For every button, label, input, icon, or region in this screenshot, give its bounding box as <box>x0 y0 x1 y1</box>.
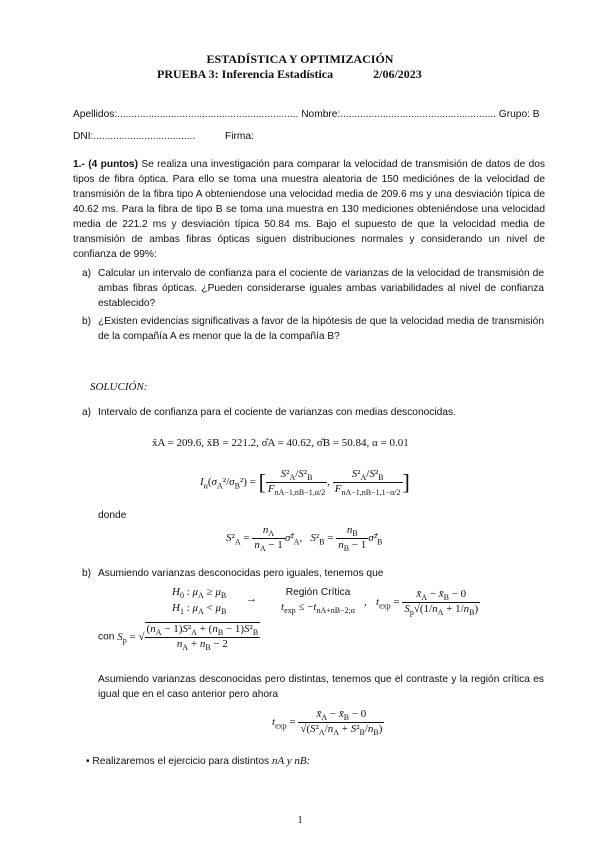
dni-label: DNI: <box>73 131 94 142</box>
bullet-icon: • <box>86 756 90 767</box>
pooled-sd: con $S_p$ = √ $\frac{(n_A - 1)S^2_A + (n_B - 1)S^2_B}{n_A + n_B - 2}$ <box>98 623 259 653</box>
interval-formula: $I_\alpha(\sigma_A^2/\sigma_B^2)$ = [ $\frac{S^2_A/S^2_B}{F_{nA-1,nB-1,\alpha/2}}$ , $\frac{S^2_A/S^2_B}{F_{nA-1,nB-1,1-\alpha/2}}$ ] <box>200 468 410 498</box>
bullet-vars: nA y nB: <box>271 755 311 767</box>
given-values: x̄A = 209.6, x̄B = 221.2, σ̂A = 40.62, σ̂B = 50.84, α = 0.01 <box>152 437 409 449</box>
critical-region-formula: $t_{exp} \le -t_{nA+nB-2;\alpha}$ <box>281 601 355 616</box>
question-b-label: b) <box>82 316 92 327</box>
solution-heading: SOLUCIÓN: <box>90 381 148 393</box>
solution-a-intro: Intervalo de confianza para el cociente de varianzas con medias desconocidas. <box>98 407 456 418</box>
test-title <box>157 67 422 82</box>
name-label: Nombre: <box>301 109 341 120</box>
bullet-item <box>86 755 310 767</box>
critical-region <box>268 586 368 618</box>
question-a-label: a) <box>82 268 92 279</box>
arrow-icon: → <box>246 593 257 605</box>
group-value: B <box>532 109 540 120</box>
surname-field[interactable]: ................................................................ <box>117 109 299 120</box>
solution-a-label: a) <box>82 407 92 418</box>
variance-formula: $S^2_A$ = $\frac{n_A}{n_A - 1}$ $\sigmâ^2_A$, $S^2_B$ = $\frac{n_B}{n_B - 1}$ $\sigmâ^2_B$ <box>226 524 383 554</box>
course-title: ESTADÍSTICA Y OPTIMIZACIÓN <box>206 52 394 66</box>
signature-label: Firma: <box>224 131 254 142</box>
group-label: Grupo: <box>498 109 530 120</box>
dni-row <box>73 131 254 142</box>
problem-statement <box>73 157 545 262</box>
question-b-text: ¿Existen evidencias significativas a favor de la hipótesis de que la velocidad media de transmisión de la compañía A es menor que la de la compañía B? <box>98 316 544 342</box>
page-number: 1 <box>297 815 303 826</box>
critical-region-label: Región Crítica <box>285 587 351 598</box>
question-a-text: Calcular un intervalo de confianza para el cociente de varianzas de la velocidad de transmisión de ambas fibras ópticas. ¿Pueden considerarse iguales ambas variabilidades al nivel de confianza establecido? <box>98 268 544 309</box>
problem-number: 1.- (4 puntos) <box>73 159 138 170</box>
bullet-text: Realizaremos el ejercicio para distintos <box>92 756 270 767</box>
solution-b-intro: Asumiendo varianzas desconocidas pero iguales, tenemos que <box>98 568 384 579</box>
dni-field[interactable]: .................................... <box>93 131 196 142</box>
solution-b-label: b) <box>82 568 92 579</box>
t-statistic-equal: $t_{exp}$ = $\frac{x̄_A - x̄_B - 0}{S_p√(1/n_A + 1/n_B)}$ <box>376 588 479 618</box>
identity-row <box>73 109 545 120</box>
donde-text: donde <box>98 510 127 521</box>
con-text: con <box>98 631 115 643</box>
surname-label: Apellidos: <box>73 109 118 120</box>
t-statistic-unequal: $t_{exp}$ = $\frac{x̄_A - x̄_B - 0}{√(S^2_A/n_A + S^2_B/n_B)}$ <box>272 708 383 738</box>
name-field[interactable]: ....................................................... <box>340 109 496 120</box>
hypotheses: $H_0$ : $\mu_A \ge \mu_B$ $H_1$ : $\mu_A < \mu_B$ <box>172 586 227 617</box>
unequal-variances-text: Asumiendo varianzas desconocidas pero distintas, tenemos que el contraste y la región crítica es igual que en el caso anterior pero ahora <box>98 674 544 700</box>
test-name: PRUEBA 3: Inferencia Estadística <box>157 67 334 81</box>
problem-text: Se realiza una investigación para comparar la velocidad de transmisión de datos de dos tipos de fibra óptica. Para ello se toma una muestra aleatoria de 150 mediciónes de la velocidad de transmisión de la fibra tipo A obteniendose una velocidad media de 209.6 ms y una desviación típica de 40.62 ms. Para la fibra de tipo B se toma una muestra en 130 mediciones obteniéndose una velocidad media de 221.2 ms y desviación típica 50.84 ms. Bajo el supuesto de que la velocidad media de transmisión de ambas fibras ópticas siguen distribuciones normales y considerando un nivel de confianza de 99%: <box>73 159 546 260</box>
comma: , <box>364 596 367 608</box>
test-date: 2/06/2023 <box>373 67 422 81</box>
